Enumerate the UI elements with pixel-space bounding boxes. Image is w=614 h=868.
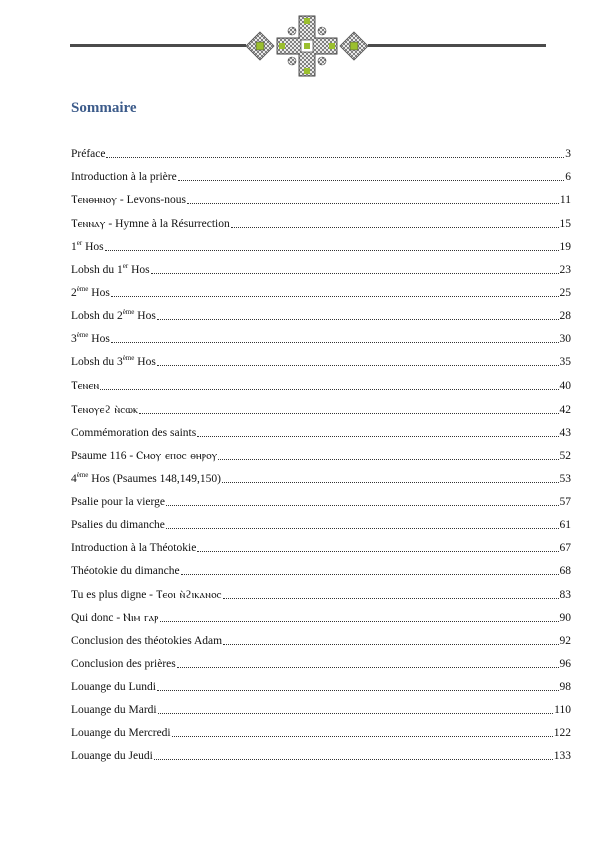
label-text: Tu es plus digne - [71, 589, 156, 601]
dot-leader [172, 736, 553, 737]
label-text: Hos [134, 356, 156, 368]
toc-entry[interactable] [71, 373, 571, 393]
toc-entry[interactable] [71, 257, 571, 277]
coptic-text: Ⲧⲉⲛⲟⲩⲉϩ ⲛ̀ⲥⲱⲕ [71, 403, 139, 416]
label-text: Lobsh du 3 [71, 356, 123, 368]
toc-page-number: 28 [559, 310, 571, 322]
toc-entry-label [71, 703, 157, 717]
dot-leader [177, 667, 559, 668]
dot-leader [100, 389, 558, 390]
label-text: Lobsh du 1 [71, 264, 123, 276]
dot-leader [197, 551, 558, 552]
toc-page-number: 57 [559, 496, 571, 508]
toc-page-number: 15 [559, 218, 571, 230]
toc-entry-label [71, 379, 99, 393]
toc-page-number: 96 [559, 658, 571, 670]
toc-title: Sommaire [71, 100, 137, 116]
ordinal-superscript: ème [76, 471, 89, 479]
toc-page-number: 43 [559, 427, 571, 439]
toc-page-number: 92 [559, 635, 571, 647]
toc-entry-label [71, 217, 230, 231]
dot-leader [157, 319, 559, 320]
toc-entry[interactable] [71, 420, 571, 440]
toc-entry-label [71, 170, 177, 184]
label-text: Louange du Mardi [71, 704, 157, 716]
toc-page-number: 98 [559, 681, 571, 693]
label-text: Psalie pour la vierge [71, 496, 165, 508]
label-text: Hos (Psaumes 148,149,150) [88, 473, 221, 485]
label-text: Hos [82, 241, 104, 253]
toc-page-number: 11 [559, 194, 571, 206]
dot-leader [231, 227, 559, 228]
toc-page-number: 40 [559, 380, 571, 392]
coptic-text: Ⲧⲉⲛⲛⲁⲩ [71, 217, 106, 230]
ordinal-superscript: er [76, 239, 83, 247]
toc-page-number: 42 [559, 404, 571, 416]
toc-page-number: 83 [559, 589, 571, 601]
toc-entry[interactable] [71, 141, 571, 161]
coptic-text: Ⲛⲓⲙ ⲅⲁⲣ [123, 611, 159, 624]
toc-page-number: 23 [559, 264, 571, 276]
label-text: Hos [88, 333, 110, 345]
toc-page-number: 53 [559, 473, 571, 485]
dot-leader [106, 157, 564, 158]
toc-entry[interactable] [71, 397, 571, 417]
label-text: Conclusion des théotokies Adam [71, 635, 223, 647]
toc-entry-label [71, 564, 180, 578]
label-text: Qui donc - [71, 612, 124, 624]
label-text: Hos [134, 310, 156, 322]
dot-leader [158, 713, 554, 714]
label-text: Louange du Mercredi [71, 727, 171, 739]
toc-entry-label [71, 749, 153, 763]
toc-entry[interactable] [71, 489, 571, 509]
label-text: Lobsh du 2 [71, 310, 123, 322]
ordinal-superscript: ème [122, 308, 135, 316]
toc-entry-label [71, 240, 104, 254]
toc-entry-label [71, 518, 165, 532]
dot-leader [166, 528, 559, 529]
ordinal-superscript: ème [76, 331, 89, 339]
label-text: Commémoration des saints [71, 427, 197, 439]
toc-entry-label [71, 726, 171, 740]
dot-leader [157, 690, 559, 691]
toc-page-number: 110 [554, 704, 571, 716]
dot-leader [154, 759, 553, 760]
toc-entry[interactable] [71, 720, 571, 740]
toc-entry[interactable] [71, 674, 571, 694]
toc-entry[interactable] [71, 582, 571, 602]
dot-leader [105, 250, 559, 251]
toc-entry-label [71, 541, 196, 555]
dot-leader [160, 621, 559, 622]
toc-page-number: 133 [553, 750, 571, 762]
toc-entry[interactable] [71, 443, 571, 463]
dot-leader [222, 482, 559, 483]
toc-entry-label [71, 634, 222, 648]
dot-leader [223, 644, 558, 645]
toc-entry-label [71, 449, 217, 463]
toc-entry-label [71, 403, 138, 417]
toc-entry[interactable] [71, 211, 571, 231]
label-text: 4 [71, 473, 77, 485]
toc-entry[interactable] [71, 187, 571, 207]
label-text: Louange du Jeudi [71, 750, 153, 762]
label-text: Introduction à la Théotokie [71, 542, 197, 554]
toc-page-number: 6 [565, 171, 571, 183]
toc-entry[interactable] [71, 743, 571, 763]
toc-entry[interactable] [71, 234, 571, 254]
toc-entry-label [71, 588, 222, 602]
label-text: 2 [71, 287, 77, 299]
toc-page-number: 67 [559, 542, 571, 554]
toc-page-number: 68 [559, 565, 571, 577]
toc-entry[interactable] [71, 535, 571, 555]
header-rule-right [368, 44, 546, 47]
toc-entry-label [71, 147, 105, 161]
label-text: Introduction à la prière [71, 171, 177, 183]
toc-page-number: 61 [559, 519, 571, 531]
toc-entry-label [71, 332, 110, 346]
coptic-text: Ⲧⲉⲟⲓ ⲛ̀ϩⲓⲕⲁⲛⲟⲥ [155, 588, 222, 601]
toc-entry[interactable] [71, 164, 571, 184]
toc-entry-label [71, 495, 165, 509]
toc-entry[interactable] [71, 303, 571, 323]
toc-page-number: 122 [553, 727, 571, 739]
toc-entry[interactable] [71, 558, 571, 578]
toc-entry-label [71, 611, 159, 625]
dot-leader [223, 598, 559, 599]
header-rule-left [70, 44, 246, 47]
ordinal-superscript: er [122, 262, 129, 270]
toc-page-number: 35 [559, 356, 571, 368]
toc-entry[interactable] [71, 349, 571, 369]
dot-leader [187, 203, 559, 204]
ordinal-superscript: ème [122, 354, 135, 362]
toc-entry-label [71, 193, 186, 207]
ordinal-superscript: ème [76, 285, 89, 293]
toc-entry-label [71, 355, 156, 369]
toc-page-number: 19 [559, 241, 571, 253]
label-text: Préface [71, 148, 106, 160]
toc-entry[interactable] [71, 697, 571, 717]
label-text: - Levons-nous [116, 194, 186, 206]
coptic-cross-ornament-icon [240, 14, 374, 78]
toc-entry-label [71, 286, 110, 300]
toc-entry-label [71, 680, 156, 694]
toc-entry[interactable] [71, 512, 571, 532]
toc-entry[interactable] [71, 628, 571, 648]
toc-entry[interactable] [71, 605, 571, 625]
dot-leader [218, 459, 558, 460]
toc-page-number: 90 [559, 612, 571, 624]
dot-leader [197, 436, 558, 437]
label-text: Psalies du dimanche [71, 519, 165, 531]
label-text: Conclusion des prières [71, 658, 176, 670]
toc-entry[interactable] [71, 466, 571, 486]
toc-entry-label [71, 263, 150, 277]
label-text: - Hymne à la Résurrection [105, 218, 230, 230]
label-text: Psaume 116 - [71, 450, 137, 462]
toc-entry-label [71, 309, 156, 323]
toc-entry-label [71, 657, 176, 671]
dot-leader [157, 365, 559, 366]
dot-leader [151, 273, 559, 274]
toc-entry[interactable] [71, 280, 571, 300]
toc-page-number: 30 [559, 333, 571, 345]
toc-page-number: 25 [559, 287, 571, 299]
dot-leader [139, 413, 558, 414]
toc-entry[interactable] [71, 651, 571, 671]
dot-leader [181, 574, 559, 575]
coptic-text: Ⲥⲙⲟⲩ ⲉⲡⲟⲥ ⲑⲏⲣⲟⲩ [136, 449, 218, 462]
label-text: Hos [88, 287, 110, 299]
label-text: Louange du Lundi [71, 681, 156, 693]
toc-page-number: 3 [565, 148, 571, 160]
toc-page-number: 52 [559, 450, 571, 462]
coptic-text: Ⲧⲉⲛⲑⲏⲛⲟⲩ [71, 193, 117, 206]
dot-leader [178, 180, 565, 181]
label-text: Théotokie du dimanche [71, 565, 180, 577]
dot-leader [166, 505, 559, 506]
toc-entry-label [71, 472, 221, 486]
label-text: 3 [71, 333, 77, 345]
coptic-text: Ⲧⲉⲛⲉⲛ [71, 379, 100, 392]
dot-leader [111, 342, 559, 343]
toc-entry-label [71, 426, 196, 440]
label-text: 1 [71, 241, 77, 253]
label-text: Hos [128, 264, 150, 276]
dot-leader [111, 296, 559, 297]
toc-entry[interactable] [71, 326, 571, 346]
